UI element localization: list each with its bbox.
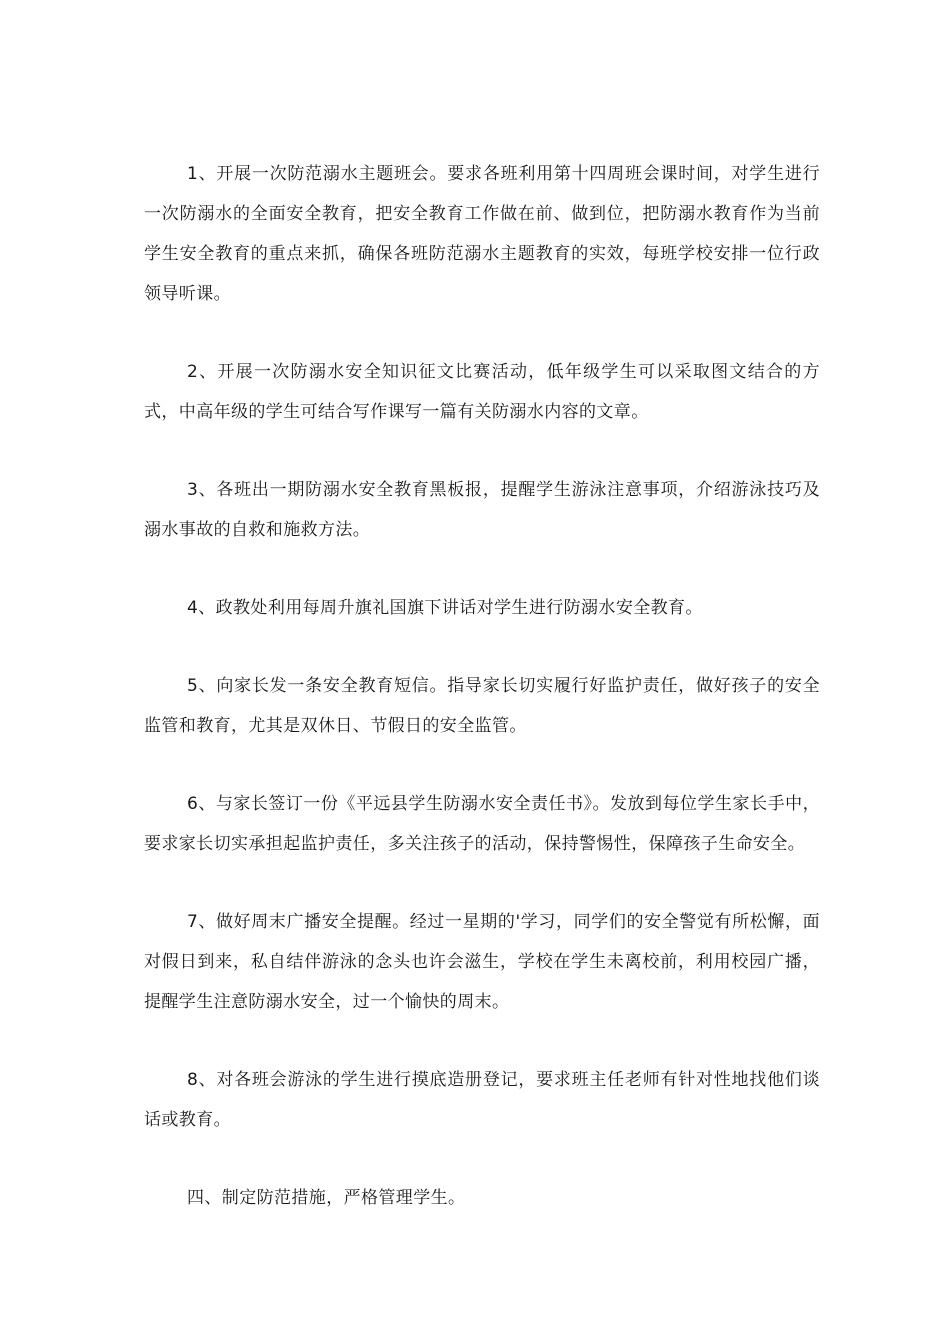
paragraph-item-8: 8、对各班会游泳的学生进行摸底造册登记，要求班主任老师有针对性地找他们谈话或教育。 [144,1070,820,1130]
document-body [144,154,820,1218]
paragraph-item-4: 4、政教处利用每周升旗礼国旗下讲话对学生进行防溺水安全教育。 [187,598,703,618]
paragraph-item-3: 3、各班出一期防溺水安全教育黑板报，提醒学生游泳注意事项，介绍游泳技巧及溺水事故的自救和施救方法。 [144,480,820,540]
paragraph-item-7: 7、做好周末广播安全提醒。经过一星期的'学习，同学们的安全警觉有所松懈，面对假日到来，私自结伴游泳的念头也许会滋生，学校在学生未离校前，利用校园广播，提醒学生注意防溺水安全，过一个愉快的周末。 [144,912,820,1012]
paragraph-item-1: 1、开展一次防范溺水主题班会。要求各班利用第十四周班会课时间，对学生进行一次防溺水的全面安全教育，把安全教育工作做在前、做到位，把防溺水教育作为当前学生安全教育的重点来抓，确保各班防范溺水主题教育的实效，每班学校安排一位行政领导听课。 [144,164,820,304]
paragraph-item-6: 6、与家长签订一份《平远县学生防溺水安全责任书》。发放到每位学生家长手中，要求家长切实承担起监护责任，多关注孩子的活动，保持警惕性，保障孩子生命安全。 [144,794,820,854]
paragraph-item-5: 5、向家长发一条安全教育短信。指导家长切实履行好监护责任，做好孩子的安全监管和教育，尤其是双休日、节假日的安全监管。 [144,676,820,736]
paragraph-item-2: 2、开展一次防溺水安全知识征文比赛活动，低年级学生可以采取图文结合的方式，中高年级的学生可结合写作课写一篇有关防溺水内容的文章。 [144,362,820,422]
section-heading: 四、制定防范措施，严格管理学生。 [187,1188,466,1208]
